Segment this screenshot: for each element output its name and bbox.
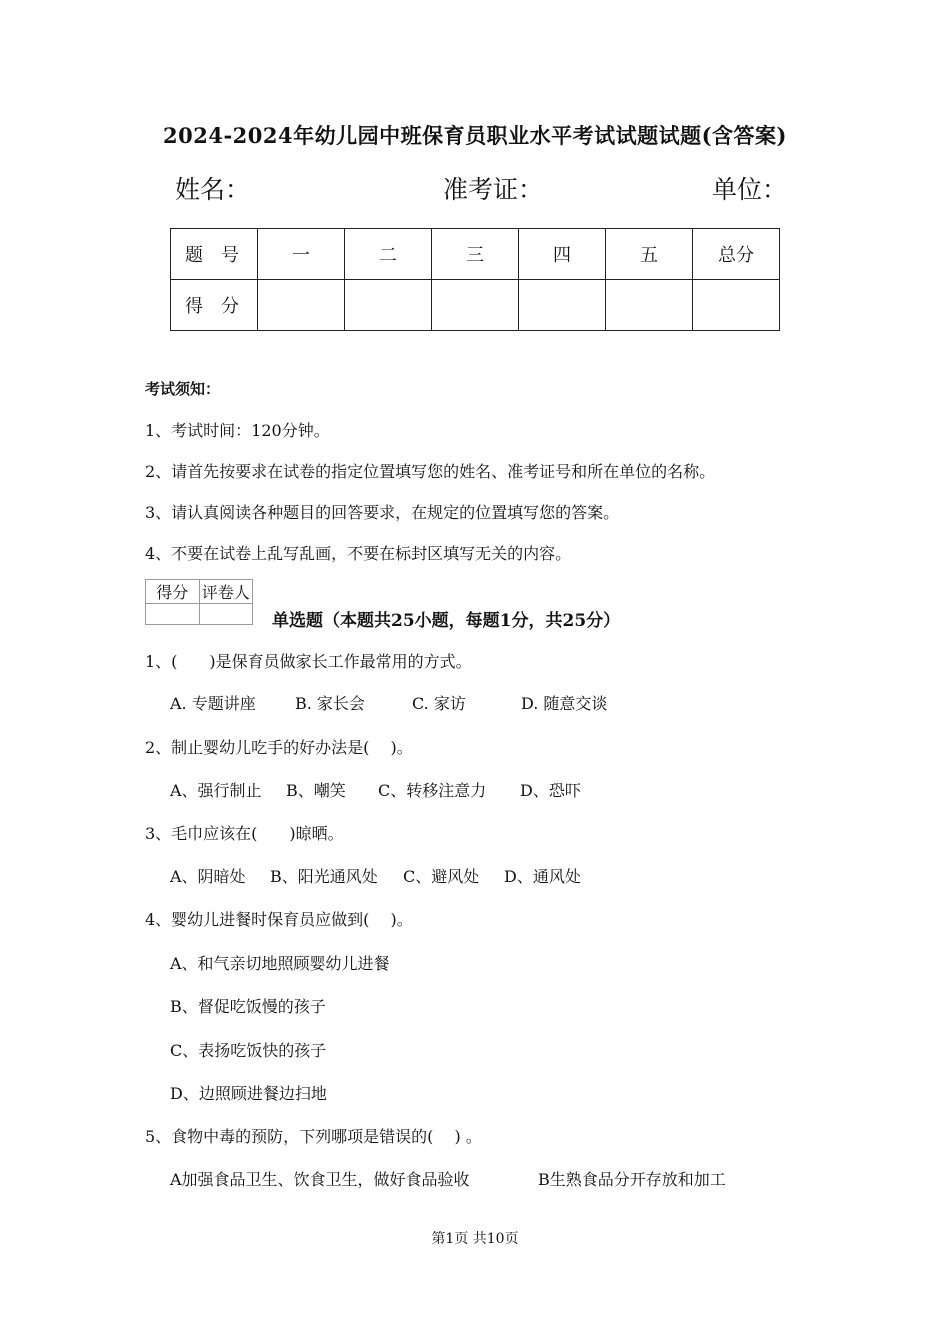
unit-field-label: 单位： bbox=[712, 175, 788, 204]
question-text: 2、制止婴幼儿吃手的好办法是( )。 bbox=[145, 738, 413, 757]
option: C、表扬吃饭快的孩子 bbox=[170, 1041, 327, 1060]
option: A加强食品卫生、饮食卫生，做好食品验收 bbox=[170, 1170, 470, 1189]
grader-box-score-label: 得分 bbox=[146, 580, 200, 604]
exam-id-field-label: 准考证： bbox=[443, 175, 544, 204]
score-table-header-cell: 五 bbox=[606, 229, 693, 280]
score-table-score-row bbox=[171, 280, 780, 331]
option: D. 随意交谈 bbox=[521, 694, 608, 713]
notice-title: 考试须知： bbox=[145, 380, 221, 398]
score-table-header-cell: 二 bbox=[345, 229, 432, 280]
option: B、阳光通风处 bbox=[270, 867, 378, 886]
document-title: 2024-2024年幼儿园中班保育员职业水平考试试题试题(含答案) bbox=[163, 123, 787, 148]
option: D、通风处 bbox=[504, 867, 581, 886]
score-table-header-cell: 总分 bbox=[693, 229, 780, 280]
grader-box-score-cell[interactable] bbox=[146, 604, 200, 625]
grader-box-grader-cell[interactable] bbox=[199, 604, 253, 625]
notice-item: 2、请首先按要求在试卷的指定位置填写您的姓名、准考证号和所在单位的名称。 bbox=[145, 462, 716, 481]
option: B、嘲笑 bbox=[286, 781, 346, 800]
score-table bbox=[170, 228, 780, 331]
notice-item: 1、考试时间：120分钟。 bbox=[145, 421, 330, 440]
score-row-label: 得分 bbox=[171, 280, 258, 331]
section-title: 单选题（本题共25小题，每题1分，共25分） bbox=[272, 611, 621, 631]
question-text: 1、( )是保育员做家长工作最常用的方式。 bbox=[145, 652, 472, 671]
question-text: 4、婴幼儿进餐时保育员应做到( )。 bbox=[145, 910, 413, 929]
score-input-cell[interactable] bbox=[258, 280, 345, 331]
option: B生熟食品分开存放和加工 bbox=[538, 1170, 726, 1189]
score-table-header-cell: 题号 bbox=[171, 229, 258, 280]
name-field-label: 姓名： bbox=[175, 175, 251, 204]
option: D、恐吓 bbox=[520, 781, 581, 800]
score-input-cell[interactable] bbox=[432, 280, 519, 331]
score-table-header-cell: 三 bbox=[432, 229, 519, 280]
question-text: 5、食物中毒的预防，下列哪项是错误的( ) 。 bbox=[145, 1127, 482, 1146]
score-input-cell[interactable] bbox=[693, 280, 780, 331]
score-table-header-row bbox=[171, 229, 780, 280]
score-table-header-cell: 四 bbox=[519, 229, 606, 280]
option: A. 专题讲座 bbox=[170, 694, 256, 713]
option: D、边照顾进餐边扫地 bbox=[170, 1084, 327, 1103]
option: C、转移注意力 bbox=[378, 781, 487, 800]
notice-item: 4、不要在试卷上乱写乱画，不要在标封区填写无关的内容。 bbox=[145, 544, 572, 563]
option: A、阴暗处 bbox=[170, 867, 246, 886]
score-input-cell[interactable] bbox=[519, 280, 606, 331]
option: C、避风处 bbox=[403, 867, 480, 886]
grader-box-grader-label: 评卷人 bbox=[199, 580, 253, 604]
score-input-cell[interactable] bbox=[606, 280, 693, 331]
page-footer: 第1页 共10页 bbox=[431, 1231, 519, 1247]
notice-item: 3、请认真阅读各种题目的回答要求，在规定的位置填写您的答案。 bbox=[145, 503, 620, 522]
option: C. 家访 bbox=[412, 694, 466, 713]
question-text: 3、毛巾应该在( )晾晒。 bbox=[145, 824, 344, 843]
grader-box bbox=[145, 579, 253, 625]
option: B. 家长会 bbox=[295, 694, 365, 713]
option: B、督促吃饭慢的孩子 bbox=[170, 997, 326, 1016]
option: A、和气亲切地照顾婴幼儿进餐 bbox=[170, 954, 390, 973]
score-input-cell[interactable] bbox=[345, 280, 432, 331]
score-table-header-cell: 一 bbox=[258, 229, 345, 280]
option: A、强行制止 bbox=[170, 781, 262, 800]
